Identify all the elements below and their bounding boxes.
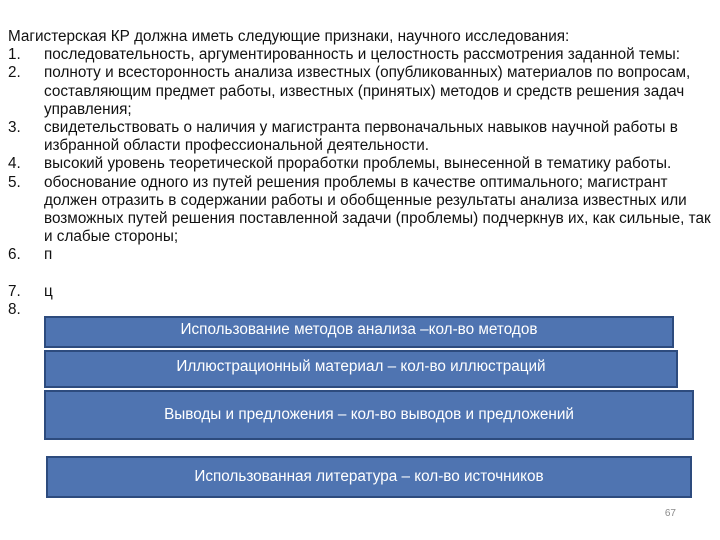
- item-number: 5.: [8, 173, 21, 191]
- criteria-item: [8, 46, 716, 64]
- criteria-item: [8, 174, 716, 247]
- criteria-item: [8, 155, 716, 173]
- item-number: 1.: [8, 46, 21, 64]
- item-number: 7.: [8, 282, 21, 300]
- item-text: последовательность, аргументированность и целостность рассмотрения заданной темы:: [44, 46, 681, 64]
- item-text: высокий уровень теоретической проработки проблемы, вынесенной в тематику работы.: [44, 155, 672, 173]
- literature-box: [46, 456, 692, 498]
- conclusions-box-label: Выводы и предложения – кол-во выводов и предложений: [164, 406, 574, 423]
- item-text: свидетельствовать о наличия у магистранта первоначальных навыков научной работы в избранной области профессиональной деятельности.: [44, 119, 678, 155]
- intro-text: Магистерская КР должна иметь следующие признаки, научного исследования:: [8, 28, 570, 45]
- methods-box: [44, 316, 674, 348]
- conclusions-box: [44, 390, 694, 440]
- literature-box-label: Использованная литература – кол-во источников: [194, 468, 544, 485]
- item-text: ц: [44, 282, 53, 300]
- item-number: 6.: [8, 246, 21, 264]
- criteria-item: [8, 246, 716, 264]
- item-text: п: [44, 246, 53, 264]
- item-number: 2.: [8, 64, 21, 82]
- methods-box-label: Использование методов анализа –кол-во методов: [180, 321, 538, 338]
- item-text: обоснование одного из путей решения проблемы в качестве оптимального; магистрант должен отразить в содержании работы и обобщенные результаты анализа известных или возможных путей решения поставленной задачи (проблемы) подчеркнув их, как сильные, так и слабые стороны;: [44, 173, 711, 246]
- item-number: 8.: [8, 300, 21, 318]
- criteria-item: [8, 64, 716, 119]
- page-number: 67: [664, 508, 676, 519]
- slide-body: [8, 28, 716, 318]
- item-number: 3.: [8, 119, 21, 137]
- criteria-item: [8, 119, 716, 155]
- criteria-item: [8, 283, 716, 301]
- criteria-list: [8, 46, 716, 318]
- item-number: 4.: [8, 155, 21, 173]
- item-text: полноту и всесторонность анализа известных (опубликованных) материалов по вопросам, составляющим предмет работы, известных (принятых) методов и средств решения задач управления;: [44, 64, 691, 118]
- illustrations-box-label: Иллюстрационный материал – кол-во иллюстраций: [176, 358, 546, 375]
- illustrations-box: [44, 350, 678, 388]
